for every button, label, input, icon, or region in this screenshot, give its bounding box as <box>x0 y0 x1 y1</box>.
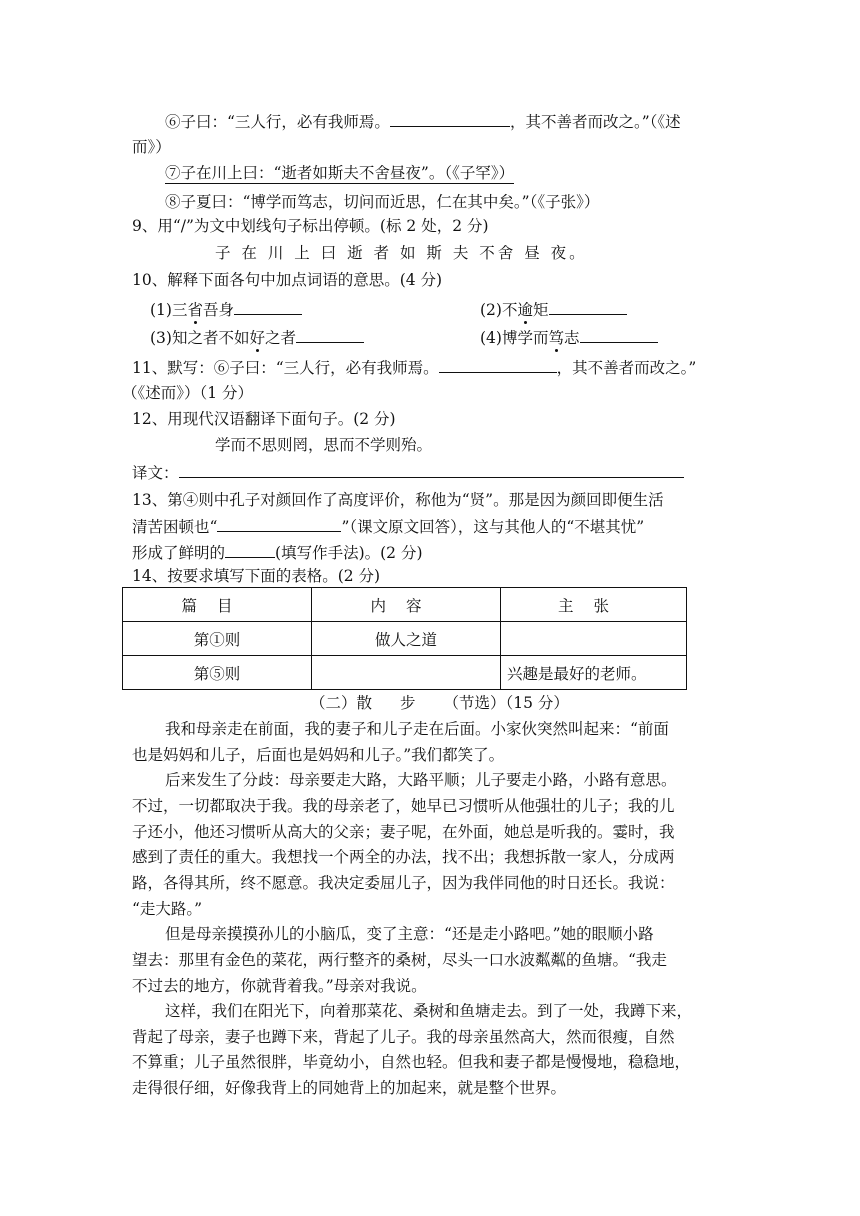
passage-line: 背起了母亲，妻子也蹲下来，背起了儿子。我的母亲虽然高大，然而很瘦，自然 <box>132 1028 675 1046</box>
q10-item-4-post: 志 <box>563 329 580 347</box>
passage-line: 不过，一切都取决于我。我的母亲老了，她早已习惯听从他强壮的儿子；我的儿 <box>132 797 675 815</box>
q9-sentence: 子 在 川 上 曰 逝 者 如 斯 夫 不舍 昼 夜。 <box>215 244 588 262</box>
passage-line: 走得很仔细，好像我背上的同她背上的加起来，就是整个世界。 <box>132 1079 567 1097</box>
q10-item-3-post: 之者 <box>264 329 296 347</box>
q10-prompt: 10、解释下面各句中加点词语的意思。(4 分) <box>132 271 443 289</box>
q12-prompt: 12、用现代汉语翻译下面句子。(2 分) <box>132 410 396 428</box>
q12-answer-line <box>132 462 684 483</box>
q6-line <box>165 111 681 132</box>
q13-line-3-post: (填写作手法)。(2 分) <box>275 544 423 562</box>
table-cell: 第⑤则 <box>123 656 312 690</box>
q13-line-2 <box>132 516 644 537</box>
q10-item-2 <box>480 299 627 320</box>
section-2-title-pre: （二） <box>310 694 357 712</box>
table-header-row <box>123 588 687 622</box>
q13-line-3-pre: 形成了鲜明的 <box>132 544 226 562</box>
q6-answer-blank[interactable] <box>390 111 510 127</box>
table-cell: 做人之道 <box>312 622 501 656</box>
passage-line: 感到了责任的重大。我想找一个两全的办法，找不出；我想拆散一家人，分成两 <box>132 848 675 866</box>
q10-item-4-blank[interactable] <box>580 327 658 343</box>
table-answer-cell[interactable] <box>501 622 687 656</box>
passage-line: 我和母亲走在前面，我的妻子和儿子走在后面。小家伙突然叫起来：“前面 <box>165 720 669 738</box>
q10-item-4-pre: (4)博学而 <box>480 329 549 347</box>
q8-line: ⑧子夏曰：“博学而笃志，切问而近思，仁在其中矣。”（《子张》） <box>165 193 600 211</box>
passage-line: “走大路。” <box>132 900 203 918</box>
q11-suffix: ，其不善者而改之。” <box>556 359 697 377</box>
table-row <box>123 656 687 690</box>
q10-item-3-dotted: 好 <box>249 329 265 347</box>
q9-prompt: 9、用“/”为文中划线句子标出停顿。(标 2 处，2 分) <box>132 217 489 235</box>
q10-item-3 <box>150 327 364 348</box>
passage-line: 后来发生了分歧：母亲要走大路，大路平顺；儿子要走小路，小路有意思。 <box>165 771 677 789</box>
table-row <box>123 622 687 656</box>
q10-item-4 <box>480 327 658 348</box>
q13-line-3 <box>132 542 423 563</box>
q11-cont: （《述而》）（1 分） <box>122 384 254 402</box>
q7-line <box>165 163 514 183</box>
q13-line-1: 13、第④则中孔子对颜回作了高度评价，称他为“贤”。那是因为颜回即便生活 <box>132 491 664 509</box>
table-header-cell <box>123 588 312 622</box>
q10-item-1 <box>150 299 302 320</box>
passage-line: 也是妈妈和儿子，后面也是妈妈和儿子。”我们都笑了。 <box>132 746 505 764</box>
q12-answer-blank[interactable] <box>179 462 684 478</box>
table-header-cell <box>501 588 687 622</box>
q10-item-1-pre: (1)三 <box>150 301 188 319</box>
q10-item-2-dotted: 逾 <box>517 301 533 319</box>
q14-table <box>122 587 687 690</box>
q10-item-4-dotted: 笃 <box>548 329 564 347</box>
table-cell: 第①则 <box>123 622 312 656</box>
q11-answer-blank[interactable] <box>439 357 557 373</box>
section-2-title <box>310 693 569 713</box>
q12-sentence: 学而不思则罔，思而不学则殆。 <box>215 436 433 454</box>
q6-cont: 而》） <box>132 138 171 156</box>
passage-line: 这样，我们在阳光下，向着那菜花、桑树和鱼塘走去。到了一处，我蹲下来， <box>165 1002 693 1020</box>
q10-item-1-dotted: 省 <box>187 301 203 319</box>
q6-suffix: ，其不善者而改之。”（《述 <box>509 113 681 131</box>
passage-line: 子还小，他还习惯听从高大的父亲；妻子呢，在外面，她总是听我的。霎时，我 <box>132 823 675 841</box>
passage-line: 但是母亲摸摸孙儿的小脑瓜，变了主意：“还是走小路吧。”她的眼顺小路 <box>165 925 654 943</box>
q10-item-3-blank[interactable] <box>296 327 364 343</box>
passage-line: 路，各得其所，终不愿意。我决定委屈儿子，因为我伴同他的时日还长。我说： <box>132 874 675 892</box>
header-stance: 主张 <box>557 596 629 615</box>
q10-item-2-post: 矩 <box>532 301 549 319</box>
q7-underlined-text: ⑦子在川上曰：“逝者如斯夫不舍昼夜”。（《子罕》） <box>165 164 515 182</box>
q14-prompt: 14、按要求填写下面的表格。(2 分) <box>132 567 381 585</box>
q13-quote-blank[interactable] <box>217 516 341 532</box>
q6-prefix: ⑥子曰：“三人行，必有我师焉。 <box>165 113 390 131</box>
table-cell: 兴趣是最好的老师。 <box>501 656 687 690</box>
table-header-cell <box>312 588 501 622</box>
passage-line: 望去：那里有金色的菜花，两行整齐的桑树，尽头一口水波粼粼的鱼塘。“我走 <box>132 951 667 969</box>
q10-item-2-blank[interactable] <box>549 299 627 315</box>
q13-line-2-post: ”（课文原文回答），这与其他人的“不堪其忧” <box>341 518 645 536</box>
q13-technique-blank[interactable] <box>225 542 275 558</box>
q13-line-2-pre: 清苦困顿也“ <box>132 518 218 536</box>
q10-item-3-pre: (3)知之者不如 <box>150 329 250 347</box>
q10-item-1-blank[interactable] <box>234 299 302 315</box>
table-answer-cell[interactable] <box>312 656 501 690</box>
q11-line <box>132 357 696 378</box>
header-content: 内容 <box>370 596 442 615</box>
q10-item-1-post: 吾身 <box>202 301 234 319</box>
q12-answer-label: 译文： <box>132 464 179 482</box>
section-2-title-main: 散步 <box>356 694 444 712</box>
passage-line: 不过去的地方，你就背着我。”母亲对我说。 <box>132 977 427 995</box>
q10-item-2-pre: (2)不 <box>480 301 518 319</box>
section-2-title-post: （节选）（15 分） <box>443 694 569 712</box>
header-title: 篇目 <box>181 596 253 615</box>
q11-prefix: 11、默写：⑥子曰：“三人行，必有我师焉。 <box>132 359 439 377</box>
passage-line: 不算重；儿子虽然很胖，毕竟幼小，自然也轻。但我和妻子都是慢慢地，稳稳地， <box>132 1053 691 1071</box>
